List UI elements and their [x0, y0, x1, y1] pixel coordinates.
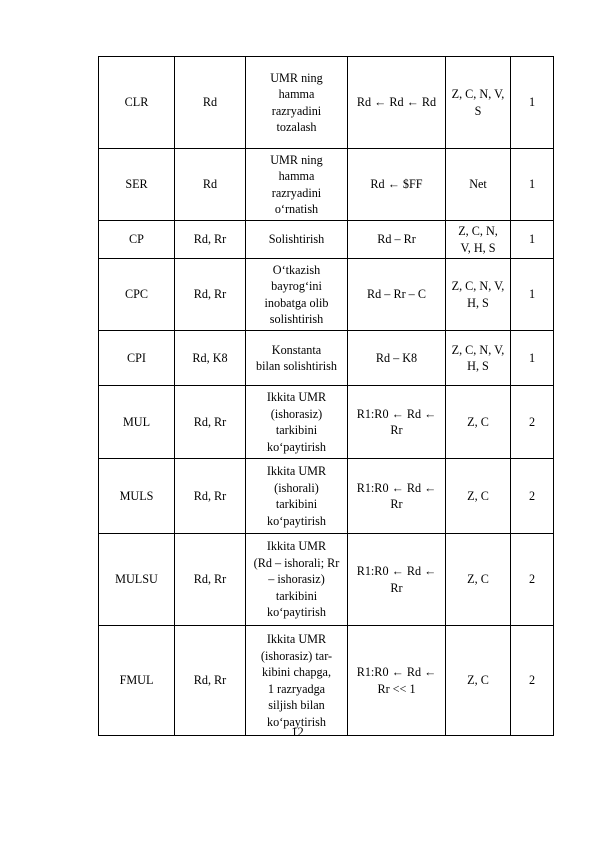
- cycles-cell-text: 1: [528, 287, 536, 302]
- operation-cell-text: Rd ← Rd ← Rd: [356, 95, 437, 110]
- flags-cell: [446, 386, 511, 459]
- mnemonic-cell: [99, 259, 175, 331]
- operands-cell: [175, 221, 246, 259]
- flags-cell: [446, 259, 511, 331]
- operands-cell: [175, 386, 246, 459]
- operands-cell: [175, 534, 246, 626]
- operands-cell-text: Rd, Rr: [193, 572, 227, 587]
- cycles-cell: [511, 259, 554, 331]
- operands-cell-text: Rd, Rr: [193, 232, 227, 247]
- flags-cell: [446, 149, 511, 221]
- instruction-table-body: [99, 57, 554, 736]
- table-row: [99, 626, 554, 736]
- flags-cell-text: Net: [469, 177, 487, 192]
- cycles-cell: [511, 221, 554, 259]
- cycles-cell: [511, 459, 554, 534]
- cycles-cell-text: 2: [528, 414, 536, 429]
- operands-cell-text: Rd, Rr: [193, 414, 227, 429]
- operands-cell-text: Rd, Rr: [193, 287, 227, 302]
- flags-cell-text: Z, C: [467, 673, 489, 688]
- operation-cell: [348, 221, 446, 259]
- cycles-cell-text: 2: [528, 673, 536, 688]
- cycles-cell: [511, 626, 554, 736]
- operation-cell-text: R1:R0 ← Rd ← Rr << 1: [356, 665, 437, 696]
- description-cell: [246, 331, 348, 386]
- mnemonic-cell: [99, 626, 175, 736]
- mnemonic-cell-text: CPC: [124, 287, 149, 302]
- description-cell: [246, 626, 348, 736]
- mnemonic-cell: [99, 386, 175, 459]
- mnemonic-cell-text: FMUL: [119, 673, 154, 688]
- description-cell: [246, 459, 348, 534]
- cycles-cell-text: 2: [528, 488, 536, 503]
- operands-cell-text: Rd, Rr: [193, 488, 227, 503]
- operands-cell: [175, 459, 246, 534]
- operation-cell-text: R1:R0 ← Rd ← Rr: [356, 480, 437, 511]
- description-cell: [246, 386, 348, 459]
- table-row: [99, 331, 554, 386]
- flags-cell: [446, 626, 511, 736]
- operands-cell: [175, 331, 246, 386]
- operation-cell: [348, 626, 446, 736]
- flags-cell-text: Z, C, N, V, H, S: [451, 279, 505, 310]
- mnemonic-cell: [99, 459, 175, 534]
- operation-cell: [348, 386, 446, 459]
- cycles-cell-text: 2: [528, 572, 536, 587]
- table-row: [99, 386, 554, 459]
- cycles-cell: [511, 386, 554, 459]
- table-row: [99, 259, 554, 331]
- mnemonic-cell-text: CP: [129, 232, 144, 247]
- mnemonic-cell: [99, 534, 175, 626]
- operation-cell: [348, 534, 446, 626]
- mnemonic-cell-text: CPI: [127, 350, 146, 365]
- description-cell-text: O‘tkazish bayrog‘ini inobatga olib solishtirish: [264, 262, 329, 326]
- operands-cell-text: Rd, Rr: [193, 673, 227, 688]
- description-cell-text: Solishtirish: [268, 232, 325, 247]
- mnemonic-cell-text: SER: [125, 177, 148, 192]
- operation-cell: [348, 57, 446, 149]
- operation-cell: [348, 259, 446, 331]
- operation-cell-text: R1:R0 ← Rd ← Rr: [356, 564, 437, 595]
- mnemonic-cell-text: MULSU: [115, 572, 158, 587]
- flags-cell-text: Z, C, N, V, H, S: [458, 224, 498, 255]
- flags-cell: [446, 331, 511, 386]
- cycles-cell-text: 1: [528, 350, 536, 365]
- mnemonic-cell: [99, 149, 175, 221]
- description-cell-text: UMR ning hamma razryadini o‘rnatish: [270, 152, 323, 216]
- table-row: [99, 149, 554, 221]
- description-cell-text: Ikkita UMR (ishorasiz) tarkibini ko‘paytirish: [266, 390, 327, 454]
- operation-cell: [348, 149, 446, 221]
- mnemonic-cell-text: MULS: [119, 488, 154, 503]
- description-cell: [246, 57, 348, 149]
- mnemonic-cell-text: MUL: [122, 414, 151, 429]
- description-cell: [246, 259, 348, 331]
- cycles-cell: [511, 57, 554, 149]
- table-row: [99, 534, 554, 626]
- flags-cell-text: Z, C, N, V, H, S: [451, 342, 505, 373]
- operands-cell-text: Rd: [202, 95, 218, 110]
- operands-cell: [175, 626, 246, 736]
- flags-cell: [446, 534, 511, 626]
- operation-cell-text: Rd ← $FF: [370, 177, 423, 192]
- cycles-cell: [511, 149, 554, 221]
- description-cell: [246, 534, 348, 626]
- operation-cell: [348, 459, 446, 534]
- instruction-table: [98, 56, 554, 736]
- cycles-cell: [511, 534, 554, 626]
- description-cell: [246, 221, 348, 259]
- table-row: [99, 57, 554, 149]
- operation-cell-text: Rd – Rr – C: [367, 287, 426, 302]
- mnemonic-cell: [99, 57, 175, 149]
- page-number: 12: [291, 725, 304, 739]
- table-row: [99, 459, 554, 534]
- operation-cell-text: R1:R0 ← Rd ← Rr: [356, 406, 437, 437]
- operands-cell: [175, 149, 246, 221]
- operation-cell: [348, 331, 446, 386]
- flags-cell-text: Z, C, N, V, S: [451, 87, 505, 118]
- description-cell-text: Ikkita UMR (ishorali) tarkibini ko‘paytirish: [266, 464, 327, 528]
- cycles-cell-text: 1: [528, 177, 536, 192]
- operation-cell-text: Rd – K8: [375, 350, 418, 365]
- description-cell-text: Konstanta bilan solishtirish: [256, 342, 337, 373]
- operands-cell-text: Rd, K8: [192, 350, 228, 365]
- mnemonic-cell: [99, 221, 175, 259]
- cycles-cell-text: 1: [528, 95, 536, 110]
- flags-cell: [446, 57, 511, 149]
- operands-cell: [175, 57, 246, 149]
- flags-cell-text: Z, C: [467, 488, 489, 503]
- operands-cell-text: Rd: [202, 177, 218, 192]
- description-cell-text: Ikkita UMR (Rd – ishorali; Rr – ishorasiz) tarkibini ko‘paytirish: [253, 539, 340, 620]
- cycles-cell-text: 1: [528, 232, 536, 247]
- description-cell-text: UMR ning hamma razryadini tozalash: [270, 70, 323, 134]
- operation-cell-text: Rd – Rr: [377, 232, 416, 247]
- description-cell-text: Ikkita UMR (ishorasiz) tar- kibini chapga, 1 razryadga siljish bilan ko‘paytirish: [260, 632, 333, 729]
- table-row: [99, 221, 554, 259]
- description-cell: [246, 149, 348, 221]
- flags-cell-text: Z, C: [467, 572, 489, 587]
- mnemonic-cell-text: CLR: [124, 95, 149, 110]
- operands-cell: [175, 259, 246, 331]
- flags-cell: [446, 459, 511, 534]
- flags-cell-text: Z, C: [467, 414, 489, 429]
- cycles-cell: [511, 331, 554, 386]
- mnemonic-cell: [99, 331, 175, 386]
- flags-cell: [446, 221, 511, 259]
